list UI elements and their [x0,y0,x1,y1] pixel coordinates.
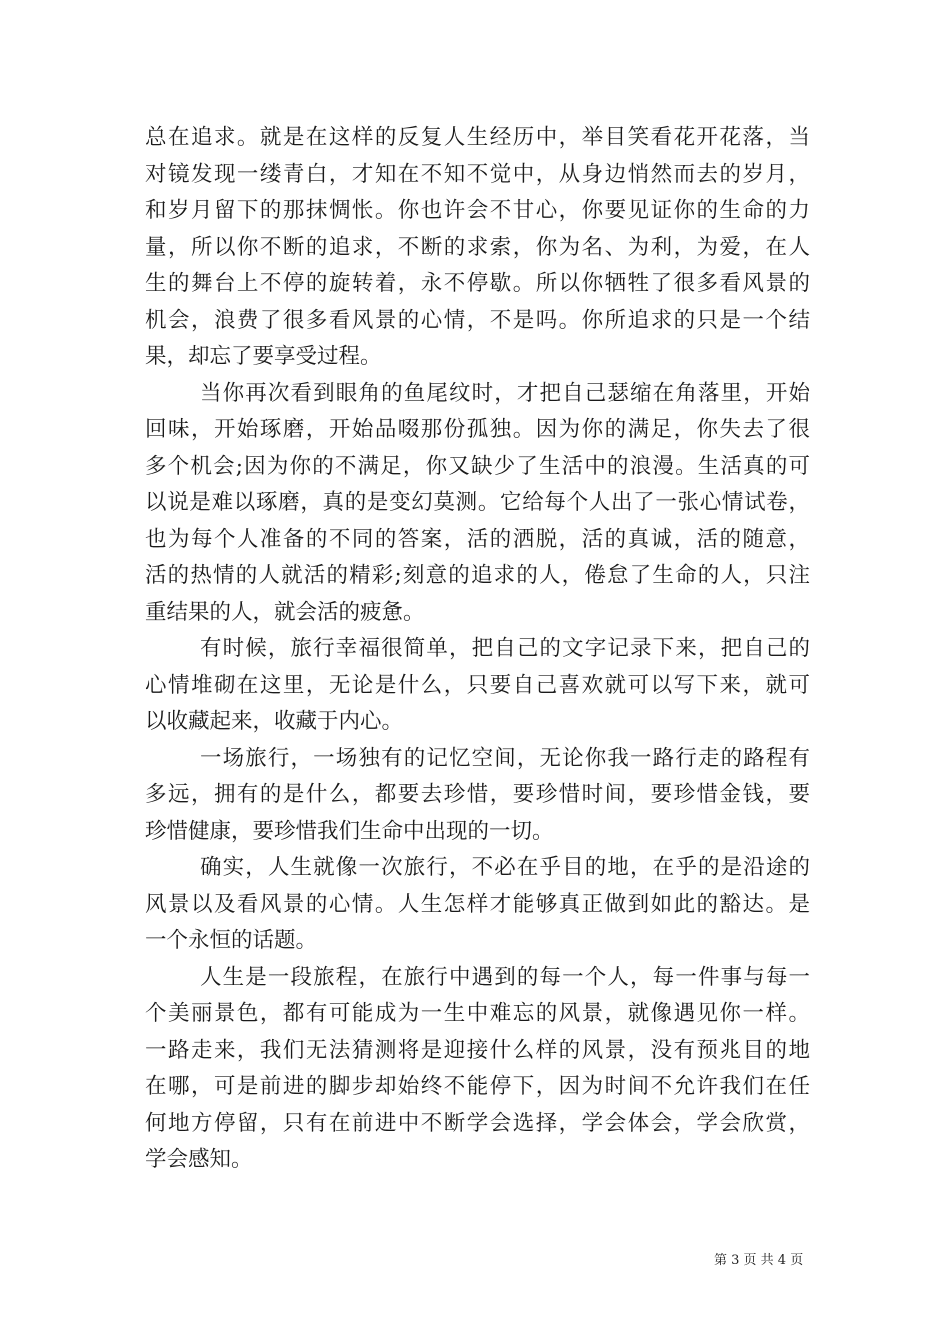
text-line: 活的热情的人就活的精彩;刻意的追求的人，倦怠了生命的人，只注 [145,563,810,588]
paragraph [145,120,810,376]
document-body [145,120,810,1179]
text-line: 风景以及看风景的心情。人生怎样才能够真正做到如此的豁达。是 [145,891,810,917]
text-line: 一路走来，我们无法猜测将是迎接什么样的风景，没有预兆目的地 [145,1037,810,1063]
text-line: 人生是一段旅程，在旅行中遇到的每一个人，每一件事与每一 [200,964,810,990]
text-line: 一个永恒的话题。 [145,928,318,953]
text-line: 心情堆砌在这里，无论是什么，只要自己喜欢就可以写下来，就可 [145,672,810,698]
paragraph [145,741,810,851]
text-line: 总在追求。就是在这样的反复人生经历中，举目笑看花开花落，当 [145,125,810,150]
text-line: 回味，开始琢磨，开始品啜那份孤独。因为你的满足，你失去了很 [145,417,810,442]
text-line: 机会，浪费了很多看风景的心情，不是吗。你所追求的只是一个结 [145,307,810,333]
text-line: 多个机会;因为你的不满足，你又缺少了生活中的浪漫。生活真的可 [145,453,810,479]
text-line: 有时候，旅行幸福很简单，把自己的文字记录下来，把自己的 [200,636,810,661]
text-line: 在哪，可是前进的脚步却始终不能停下，因为时间不允许我们在任 [145,1074,810,1099]
page-number: 第 3 页 共 4 页 [714,1253,804,1268]
text-line: 以说是难以琢磨，真的是变幻莫测。它给每个人出了一张心情试卷， [145,490,810,515]
text-line: 多远，拥有的是什么，都要去珍惜，要珍惜时间，要珍惜金钱，要 [145,782,810,807]
text-line: 以收藏起来，收藏于内心。 [145,709,404,734]
text-line: 何地方停留，只有在前进中不断学会选择，学会体会，学会欣赏， [145,1110,810,1136]
text-line: 确实，人生就像一次旅行，不必在乎目的地，在乎的是沿途的 [200,855,810,880]
text-line: 个美丽景色，都有可能成为一生中难忘的风景，就像遇见你一样。 [145,1001,810,1026]
paragraph [145,960,810,1179]
text-line: 果，却忘了要享受过程。 [145,344,382,369]
text-line: 也为每个人准备的不同的答案，活的洒脱，活的真诚，活的随意， [145,526,810,552]
text-line: 生的舞台上不停的旋转着，永不停歇。所以你牺牲了很多看风景的 [145,271,810,296]
text-line: 当你再次看到眼角的鱼尾纹时，才把自己瑟缩在角落里，开始 [200,380,810,406]
text-line: 珍惜健康，要珍惜我们生命中出现的一切。 [145,818,554,844]
text-line: 对镜发现一缕青白，才知在不知不觉中，从身边悄然而去的岁月， [145,161,810,187]
paragraph [145,850,810,960]
text-line: 量，所以你不断的追求，不断的求索，你为名、为利，为爱，在人 [145,234,810,260]
paragraph [145,631,810,741]
text-line: 学会感知。 [145,1147,253,1172]
text-line: 一场旅行，一场独有的记忆空间，无论你我一路行走的路程有 [200,745,810,771]
text-line: 和岁月留下的那抹惆怅。你也许会不甘心，你要见证你的生命的力 [145,198,810,223]
text-line: 重结果的人，就会活的疲惫。 [145,599,425,625]
paragraph [145,376,810,632]
